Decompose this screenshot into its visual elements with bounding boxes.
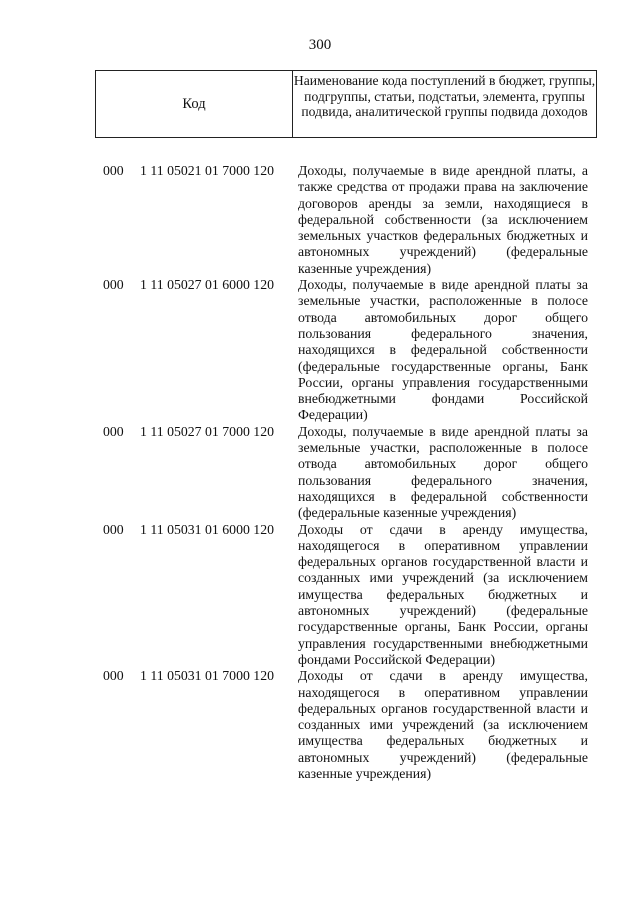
header-name-cell: Наименование кода поступлений в бюджет, группы, подгруппы, статьи, подстатьи, элемента, группы подвида, аналитической группы подвида доходов xyxy=(293,73,596,119)
income-name: Доходы от сдачи в аренду имущества, находящегося в оперативном управлении федеральных органов государственной власти и созданных ими учреждений (за исключением имущества федеральных бюджетных и автономных учреждений) (федеральные государственные органы, Банк России, органы управления государственными внебюджетными фондами Российской Федерации) xyxy=(298,521,588,667)
income-code: 1 11 05021 01 7000 120 xyxy=(140,163,275,178)
income-name: Доходы, получаемые в виде арендной платы за земельные участки, расположенные в полосе отвода автомобильных дорог общего пользования федерального значения, находящихся в федеральной собственности (федеральные государственные органы, Банк России, органы управления государственными внебюджетными фондами Российской Федерации) xyxy=(298,277,588,423)
admin-code: 000 xyxy=(103,668,124,684)
table-row xyxy=(0,424,640,522)
income-name: Доходы от сдачи в аренду имущества, находящегося в оперативном управлении федеральных органов государственной власти и созданных ими учреждений (за исключением имущества федеральных бюджетных и автономных учреждений) (федеральные казенные учреждения) xyxy=(298,668,588,781)
admin-code: 000 xyxy=(103,521,124,537)
header-code-cell: Код xyxy=(96,71,293,137)
table-row xyxy=(0,668,640,782)
income-name: Доходы, получаемые в виде арендной платы, а также средства от продажи права на заключение договоров аренды за земли, находящиеся в федеральной собственности (за исключением земельных участков федеральных бюджетных и автономных учреждений) (федеральные казенные учреждения) xyxy=(298,163,588,276)
page-number: 300 xyxy=(308,37,332,53)
table-row xyxy=(0,522,640,669)
admin-code: 000 xyxy=(103,163,124,178)
income-name: Доходы, получаемые в виде арендной платы за земельные участки, расположенные в полосе отвода автомобильных дорог общего пользования федерального значения, находящихся в федеральной собственности (федеральные казенные учреждения) xyxy=(298,423,588,521)
table-header xyxy=(95,70,597,138)
income-code: 1 11 05031 01 6000 120 xyxy=(140,521,275,537)
table-body xyxy=(0,163,640,782)
table-row xyxy=(0,163,640,277)
table-row xyxy=(0,277,640,424)
admin-code: 000 xyxy=(103,423,124,439)
admin-code: 000 xyxy=(103,277,124,293)
income-code: 1 11 05027 01 7000 120 xyxy=(140,423,275,439)
income-code: 1 11 05027 01 6000 120 xyxy=(140,277,275,293)
income-code: 1 11 05031 01 7000 120 xyxy=(140,668,275,684)
